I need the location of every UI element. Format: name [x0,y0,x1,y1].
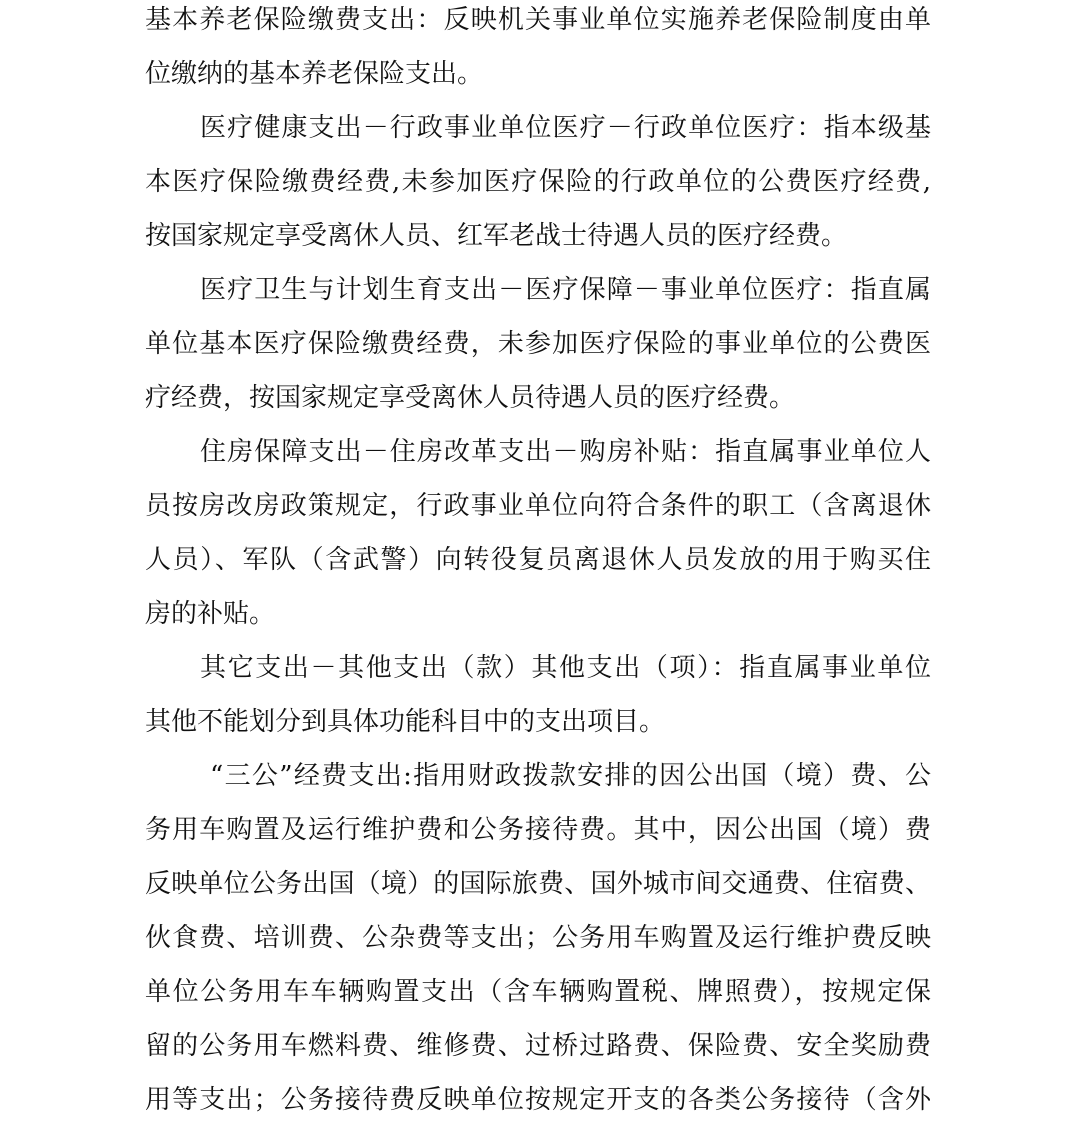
paragraph-start-line: 医疗卫生与计划生育支出－医疗保障－事业单位医疗：指直属 [200,275,931,305]
text-line: 员按房改房政策规定，行政事业单位向符合条件的职工（含离退休 [145,491,931,521]
paragraph-start-line: 医疗健康支出－行政事业单位医疗－行政单位医疗：指本级基 [200,113,931,143]
text-line: 其他不能划分到具体功能科目中的支出项目。 [145,707,666,737]
text-line: 人员）、军队（含武警）向转役复员离退休人员发放的用于购买住 [145,545,931,575]
document-page [145,0,931,1127]
text-line: 单位基本医疗保险缴费经费，未参加医疗保险的事业单位的公费医 [145,329,931,359]
text-line: 伙食费、培训费、公杂费等支出；公务用车购置及运行维护费反映 [145,923,931,953]
text-line: 留的公务用车燃料费、维修费、过桥过路费、保险费、安全奖励费 [145,1031,931,1061]
text-line: 基本养老保险缴费支出：反映机关事业单位实施养老保险制度由单 [145,5,931,35]
text-line: 单位公务用车车辆购置支出（含车辆购置税、牌照费），按规定保 [145,977,931,1007]
paragraph-start-line: 住房保障支出－住房改革支出－购房补贴：指直属事业单位人 [200,437,931,467]
paragraph-start-line: 其它支出－其他支出（款）其他支出（项）：指直属事业单位 [200,653,931,683]
text-line: 务用车购置及运行维护费和公务接待费。其中，因公出国（境）费 [145,815,931,845]
text-line: 位缴纳的基本养老保险支出。 [145,59,484,89]
paragraph-start-line: “三公”经费支出:指用财政拨款安排的因公出国（境）费、公 [210,761,931,791]
text-line: 按国家规定享受离休人员、红军老战士待遇人员的医疗经费。 [145,221,848,251]
text-line: 反映单位公务出国（境）的国际旅费、国外城市间交通费、住宿费、 [145,869,931,899]
text-line: 用等支出；公务接待费反映单位按规定开支的各类公务接待（含外 [145,1085,931,1115]
text-line: 疗经费，按国家规定享受离休人员待遇人员的医疗经费。 [145,383,796,413]
text-line: 房的补贴。 [145,599,276,629]
text-line: 本医疗保险缴费经费,未参加医疗保险的行政单位的公费医疗经费, [145,167,931,197]
